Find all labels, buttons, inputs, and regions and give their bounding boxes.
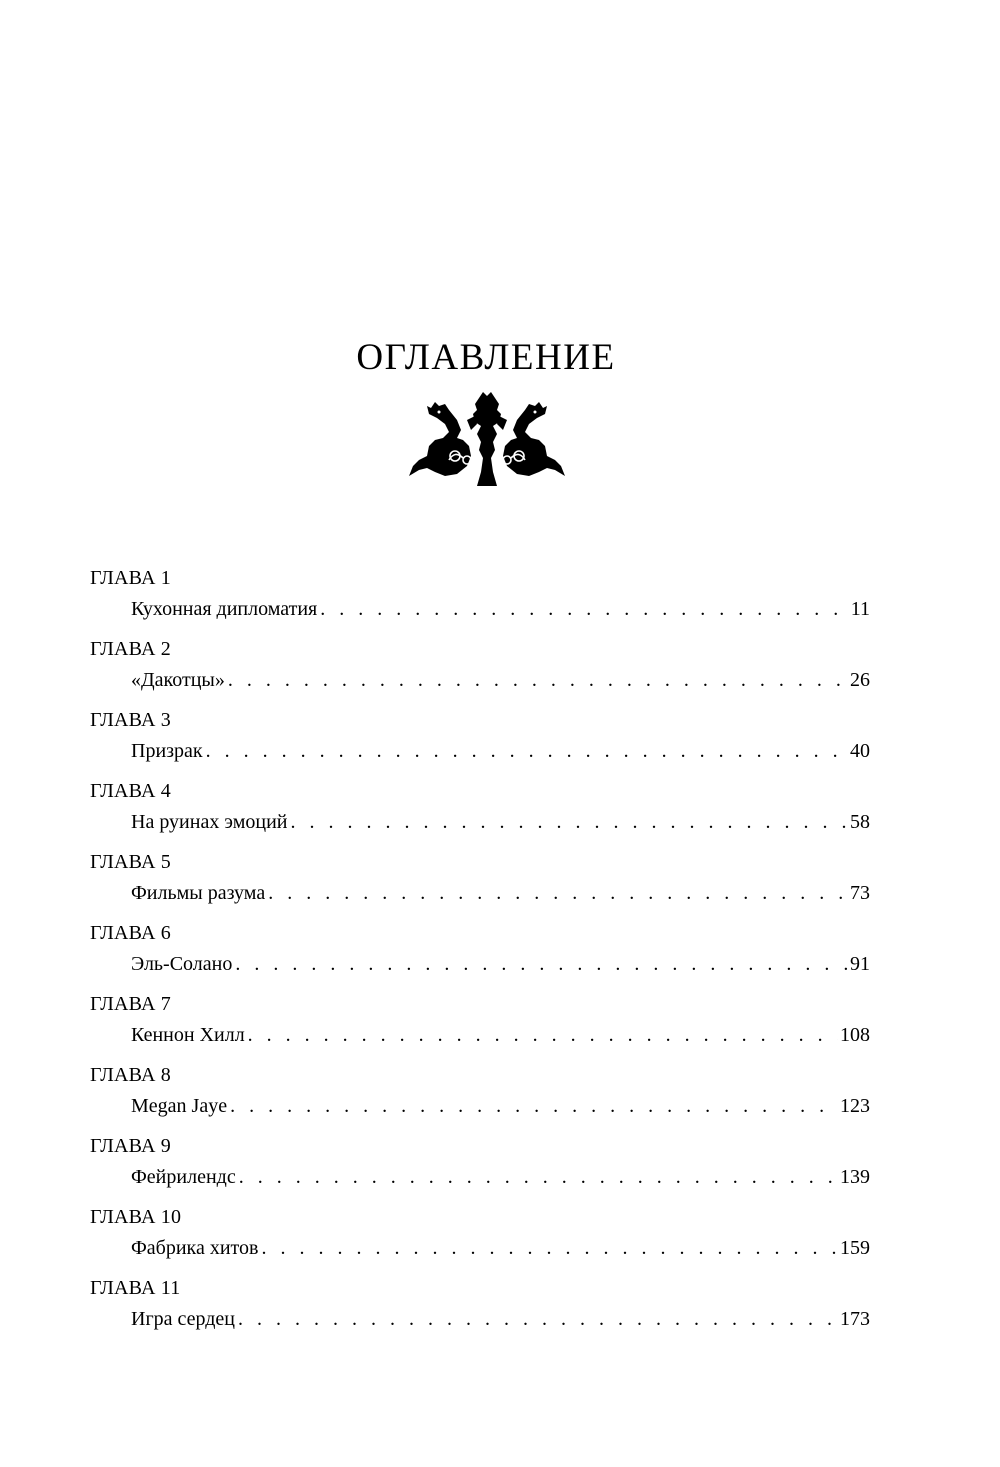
chapter-title: Фильмы разума <box>131 882 266 904</box>
dot-leader <box>227 1087 838 1125</box>
page-number: 173 <box>840 1308 870 1330</box>
chapter-label: ГЛАВА 4 <box>90 780 171 802</box>
toc-chapter <box>90 637 870 708</box>
toc-chapter <box>90 708 870 779</box>
chapter-label: ГЛАВА 9 <box>90 1135 171 1157</box>
toc-entry[interactable] <box>131 803 870 841</box>
toc-entry[interactable] <box>131 1158 870 1196</box>
dot-leader <box>265 874 848 912</box>
chapter-title: Фабрика хитов <box>131 1237 259 1259</box>
toc-entry[interactable] <box>131 1229 870 1267</box>
toc-chapter <box>90 1276 870 1347</box>
table-of-contents <box>90 566 870 1347</box>
dot-leader <box>317 590 848 628</box>
toc-chapter <box>90 1134 870 1205</box>
dot-leader <box>225 661 848 699</box>
toc-entry[interactable] <box>131 1087 870 1125</box>
dot-leader <box>236 1158 838 1196</box>
toc-entry[interactable] <box>131 874 870 912</box>
toc-chapter <box>90 992 870 1063</box>
chapter-label: ГЛАВА 2 <box>90 638 171 660</box>
page-number: 73 <box>850 882 870 904</box>
chapter-label: ГЛАВА 7 <box>90 993 171 1015</box>
chapter-title: Кухонная дипломатия <box>131 598 318 620</box>
toc-chapter <box>90 921 870 992</box>
chapter-label: ГЛАВА 1 <box>90 567 171 589</box>
chapter-title: Megan Jaye <box>131 1095 228 1117</box>
chapter-title: Фейрилендс <box>131 1166 236 1188</box>
page-title: ОГЛАВЛЕНИЕ <box>356 337 616 378</box>
dot-leader <box>203 732 848 770</box>
chapter-label: ГЛАВА 8 <box>90 1064 171 1086</box>
page-number: 123 <box>840 1095 870 1117</box>
chapter-label: ГЛАВА 5 <box>90 851 171 873</box>
page-number: 26 <box>850 669 870 691</box>
chapter-title: «Дакотцы» <box>131 669 225 691</box>
dragon-ornament-icon <box>405 390 569 490</box>
page-number: 91 <box>850 953 870 975</box>
dot-leader <box>258 1229 838 1267</box>
page-number: 159 <box>840 1237 870 1259</box>
dot-leader <box>232 945 848 983</box>
chapter-label: ГЛАВА 6 <box>90 922 171 944</box>
toc-chapter <box>90 779 870 850</box>
page-number: 58 <box>850 811 870 833</box>
chapter-title: Игра сердец <box>131 1308 236 1330</box>
dot-leader <box>235 1300 838 1338</box>
toc-chapter <box>90 1063 870 1134</box>
toc-entry[interactable] <box>131 590 870 628</box>
chapter-title: Призрак <box>131 740 203 762</box>
chapter-title: На руинах эмоций <box>131 811 288 833</box>
toc-chapter <box>90 566 870 637</box>
page-number: 139 <box>840 1166 870 1188</box>
chapter-label: ГЛАВА 11 <box>90 1277 181 1299</box>
dot-leader <box>245 1016 838 1054</box>
toc-chapter <box>90 1205 870 1276</box>
toc-entry[interactable] <box>131 945 870 983</box>
chapter-label: ГЛАВА 10 <box>90 1206 182 1228</box>
chapter-label: ГЛАВА 3 <box>90 709 171 731</box>
toc-entry[interactable] <box>131 1300 870 1338</box>
toc-entry[interactable] <box>131 732 870 770</box>
dot-leader <box>288 803 848 841</box>
chapter-title: Эль-Солано <box>131 953 233 975</box>
toc-entry[interactable] <box>131 1016 870 1054</box>
page-number: 108 <box>840 1024 870 1046</box>
chapter-title: Кеннон Хилл <box>131 1024 245 1046</box>
toc-entry[interactable] <box>131 661 870 699</box>
page-number: 11 <box>850 598 870 620</box>
toc-chapter <box>90 850 870 921</box>
page-number: 40 <box>850 740 870 762</box>
